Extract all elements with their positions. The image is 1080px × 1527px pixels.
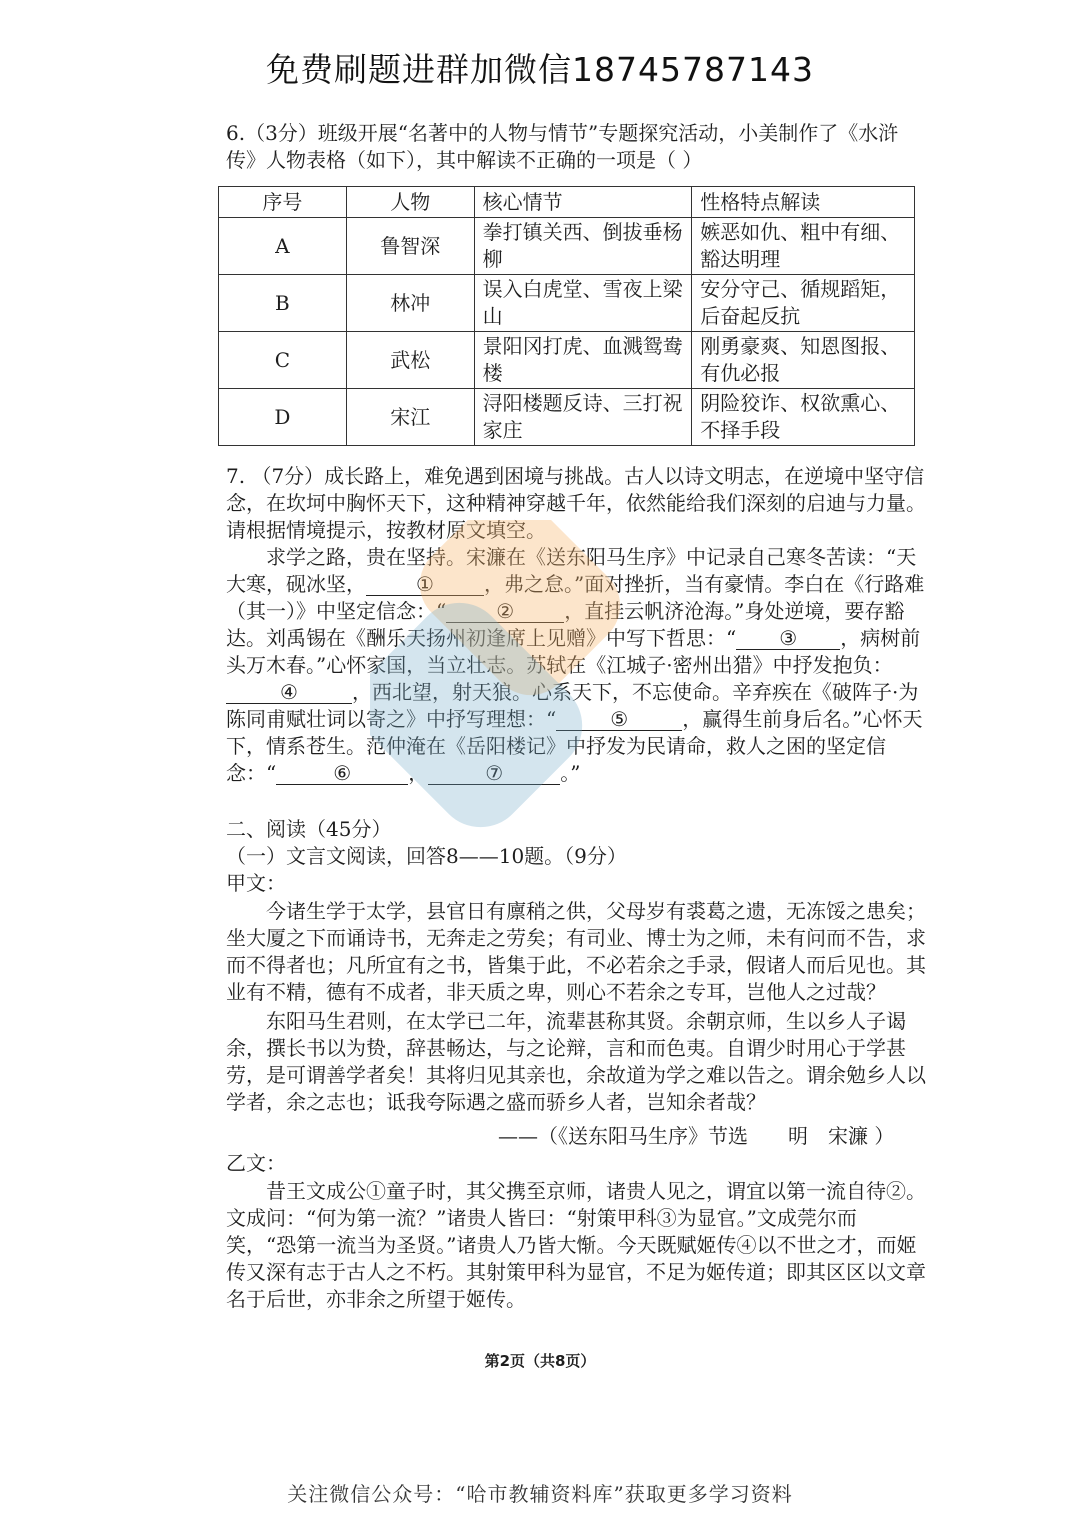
blank-2[interactable]: ② xyxy=(446,600,564,623)
character-table xyxy=(218,186,915,446)
row-plot: 浔阳楼题反诗、三打祝家庄 xyxy=(474,389,692,446)
passage-text: ，病树前头万木春。”心怀家国，当立壮志。苏轼在《江城子·密州出猎》中抒发抱负： xyxy=(226,626,921,677)
question-7-passage xyxy=(226,544,926,787)
passage-text: 。” xyxy=(560,761,581,785)
row-plot: 景阳冈打虎、血溅鸳鸯楼 xyxy=(474,332,692,389)
footer-note: 关注微信公众号：“哈市教辅资料库”获取更多学习资料 xyxy=(287,1482,793,1506)
blank-3[interactable]: ③ xyxy=(736,627,840,650)
section-2-title: 二、阅读（45分） xyxy=(226,817,392,841)
page-number: 第2页（共8页） xyxy=(484,1352,596,1370)
row-plot: 误入白虎堂、雪夜上梁山 xyxy=(474,275,692,332)
question-7-stem: 7. （7分）成长路上，难免遇到困境与挑战。古人以诗文明志，在逆境中坚守信念，在坎坷中胸怀天下，这种精神穿越千年，依然能给我们深刻的启迪与力量。请根据情境提示，按教材原文填空。 xyxy=(226,464,926,542)
table-header-cell: 核心情节 xyxy=(474,187,692,218)
text-yi-label: 乙文： xyxy=(226,1151,286,1175)
row-person: 武松 xyxy=(346,332,474,389)
blank-4[interactable]: ④ xyxy=(226,681,352,704)
passage-text: ， xyxy=(408,761,429,785)
passage-text: ，直挂云帆济沧海。”身处逆境，要存豁达。刘禹锡在《酬乐天扬州初逢席上见赠》中写下哲思：“ xyxy=(226,599,905,650)
passage-text: 求学之路，贵在坚持。宋濂在《送东阳马生序》中记录自己寒冬苦读：“天大寒，砚冰坚， xyxy=(226,545,917,596)
row-trait: 安分守己、循规蹈矩，后奋起反抗 xyxy=(692,275,915,332)
row-person: 宋江 xyxy=(346,389,474,446)
blank-1[interactable]: ① xyxy=(366,573,484,596)
section-2-subtitle: （一）文言文阅读，回答8——10题。（9分） xyxy=(226,844,627,868)
row-id: A xyxy=(219,218,347,275)
table-header-cell: 序号 xyxy=(219,187,347,218)
table-header-row xyxy=(219,187,915,218)
question-6-stem: 6.（3分）班级开展“名著中的人物与情节”专题探究活动，小美制作了《水浒传》人物表格（如下），其中解读不正确的一项是（ ） xyxy=(226,121,899,172)
row-plot: 拳打镇关西、倒拔垂杨柳 xyxy=(474,218,692,275)
table-header-cell: 性格特点解读 xyxy=(692,187,915,218)
table-row xyxy=(219,389,915,446)
text-jia-paragraph-2: 东阳马生君则，在太学已二年，流辈甚称其贤。余朝京师，生以乡人子谒余，撰长书以为贽，辞甚畅达，与之论辩，言和而色夷。自谓少时用心于学甚劳，是可谓善学者矣！其将归见其亲也，余故道为学之难以告之。谓余勉乡人以学者，余之志也；诋我夸际遇之盛而骄乡人者，岂知余者哉？ xyxy=(226,1009,926,1114)
row-person: 鲁智深 xyxy=(346,218,474,275)
row-trait: 刚勇豪爽、知恩图报、有仇必报 xyxy=(692,332,915,389)
passage-text: ，西北望，射天狼。心系天下，不忘使命。辛弃疾在《破阵子·为陈同甫赋壮词以寄之》中抒写理想：“ xyxy=(226,680,919,731)
table-row xyxy=(219,275,915,332)
header-banner: 免费刷题进群加微信18745787143 xyxy=(266,50,814,89)
row-person: 林冲 xyxy=(346,275,474,332)
row-id: B xyxy=(219,275,347,332)
blank-7[interactable]: ⑦ xyxy=(428,762,560,785)
text-jia-label: 甲文： xyxy=(226,871,286,895)
row-id: D xyxy=(219,389,347,446)
text-yi-paragraph-1: 昔王文成公①童子时，其父携至京师，诸贵人见之，谓宜以第一流自待②。文成问：“何为第一流？”诸贵人皆曰：“射策甲科③为显官。”文成莞尔而笑，“恐第一流当为圣贤。”诸贵人乃皆大惭。今天既赋姬传④以不世之才，而姬传又深有志于古人之不朽。其射策甲科为显官，不足为姬传道；即其区区以文章名于后世，亦非余之所望于姬传。 xyxy=(226,1179,926,1311)
table-row xyxy=(219,218,915,275)
table-header-cell: 人物 xyxy=(346,187,474,218)
blank-5[interactable]: ⑤ xyxy=(556,708,682,731)
row-trait: 阴险狡诈、权欲熏心、不择手段 xyxy=(692,389,915,446)
passage-text: ，赢得生前身后名。”心怀天下，情系苍生。范仲淹在《岳阳楼记》中抒发为民请命，救人之困的坚定信念：“ xyxy=(226,707,923,785)
row-id: C xyxy=(219,332,347,389)
row-trait: 嫉恶如仇、粗中有细、豁达明理 xyxy=(692,218,915,275)
table-row xyxy=(219,332,915,389)
blank-6[interactable]: ⑥ xyxy=(276,762,408,785)
passage-text: ，弗之怠。”面对挫折，当有豪情。李白在《行路难（其一）》中坚定信念：“ xyxy=(226,572,925,623)
text-jia-paragraph-1: 今诸生学于太学，县官日有廪稍之供，父母岁有裘葛之遗，无冻馁之患矣；坐大厦之下而诵诗书，无奔走之劳矣；有司业、博士为之师，未有问而不告，求而不得者也；凡所宜有之书，皆集于此，不必若余之手录，假诸人而后见也。其业有不精，德有不成者，非天质之卑，则心不若余之专耳，岂他人之过哉？ xyxy=(226,899,926,1004)
text-jia-source: ——（《送东阳马生序》节选 明 宋濂 ） xyxy=(498,1124,895,1148)
